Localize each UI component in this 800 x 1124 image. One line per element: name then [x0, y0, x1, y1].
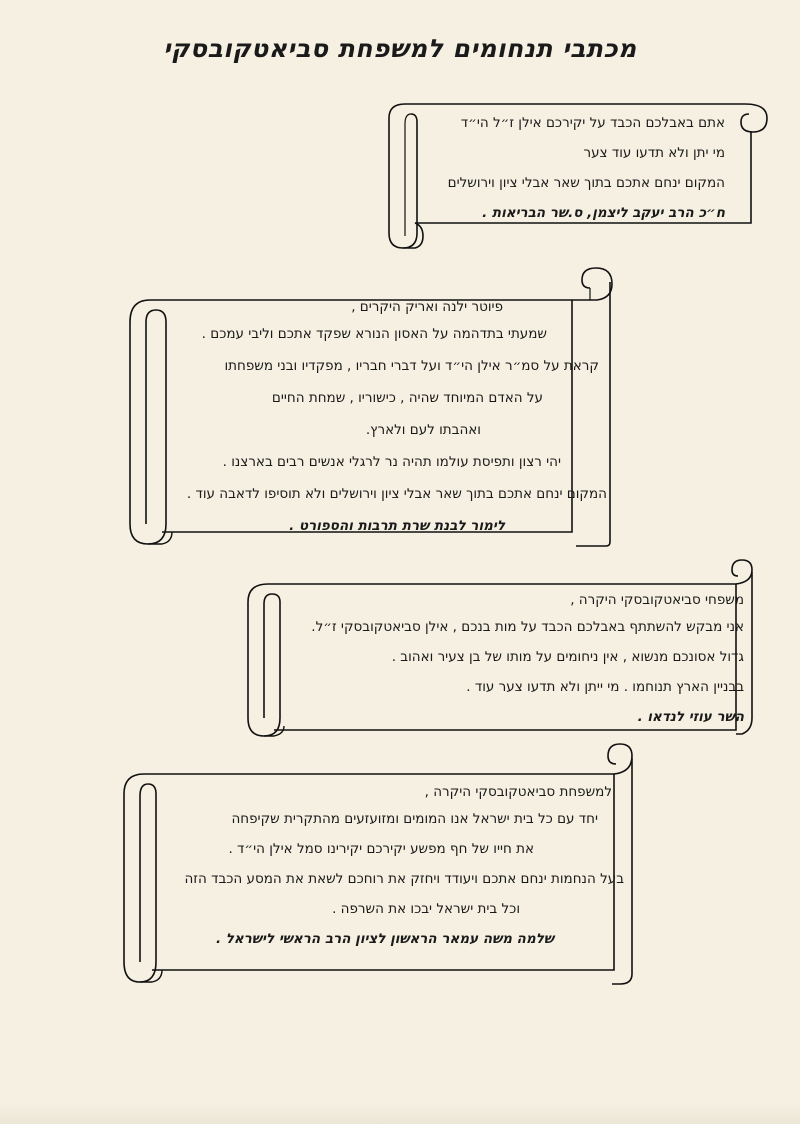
letter-line: יחד עם כל בית ישראל אנו המומים ומזועזעים מהתקרית שקיפחה [231, 811, 598, 827]
letter-line: פיוטר ילנה ואריק היקרים , [351, 299, 503, 315]
letter-line: ואהבתו לעם ולארץ. [365, 422, 481, 438]
letter-scroll-3 [238, 558, 768, 743]
letter-line: בעל הנחמות ינחם אתכם ויעודד ויחזק את רוחכם לשאת את המסע הכבד הזה [184, 871, 624, 887]
letter-scroll-2 [122, 262, 617, 554]
letter-signature: לימור לבנת שרת תרבות והספורט . [289, 518, 505, 534]
letter-line: למשפחת סביאטקובסקי היקרה , [424, 784, 612, 800]
letter-line: שמעתי בתדהמה על האסון הנורא שפקד אתכם וליבי עמכם . [201, 326, 547, 342]
letter-line: המקום ינחם אתכם בתוך שאר אבלי ציון וירושלים [447, 175, 725, 191]
letter-signature: השר עוזי לנדאו . [637, 709, 744, 725]
letter-line: המקום ינחם אתכם בתוך שאר אבלי ציון וירושלים ולא תוסיפו לדאבה עוד . [186, 486, 607, 502]
letter-line: אני מבקש להשתתף באבלכם הכבד על מות בנכם , אילן סביאטקובסקי ז״ל. [311, 619, 744, 635]
letter-line: אתם באבלכם הכבד על יקירכם אילן ז״ל הי״ד [460, 115, 725, 131]
letter-line: על האדם המיוחד שהיה , כישוריו , שמחת החיים [271, 390, 543, 406]
page-title: מכתבי תנחומים למשפחת סביאטקובסקי [163, 34, 637, 63]
letter-text [187, 296, 607, 542]
letter-line: משפחי סביאטקובסקי היקרה , [570, 592, 744, 608]
letter-scroll-1 [385, 98, 770, 258]
letter-text [448, 108, 725, 228]
letter-line: וכל בית ישראל יבכו את השרפה . [332, 901, 520, 917]
letter-line: יהי רצון ותפיסת עולמו תהיה נר לרגלי אנשים רבים בארצנו . [222, 454, 561, 470]
letter-scroll-4 [112, 742, 642, 992]
page-bottom-edge [0, 1102, 800, 1124]
letter-text [184, 780, 624, 954]
letter-line: את חייו של חף מפשע יקירכם יקירינו סמל אילן הי״ד . [228, 841, 534, 857]
letter-signature: ח״כ הרב יעקב ליצמן, ס.שר הבריאות . [482, 205, 725, 221]
letter-line: קראת על סמ״ר אילן הי״ד ועל דברי חבריו , מפקדיו ובני משפחתו [224, 358, 599, 374]
letter-line: מי יתן ולא תדעו עוד צער [583, 145, 725, 161]
letter-signature: שלמה משה עמאר הראשון לציון הרב הראשי לישראל . [215, 931, 554, 947]
letter-text [311, 588, 754, 732]
letter-line: גדול אסונכם מנשוא , אין ניחומים על מותו של בן צעיר ואהוב . [391, 649, 744, 665]
letter-line: בבניין הארץ תנוחמו . מי ייתן ולא תדעו צער עוד . [466, 679, 744, 695]
